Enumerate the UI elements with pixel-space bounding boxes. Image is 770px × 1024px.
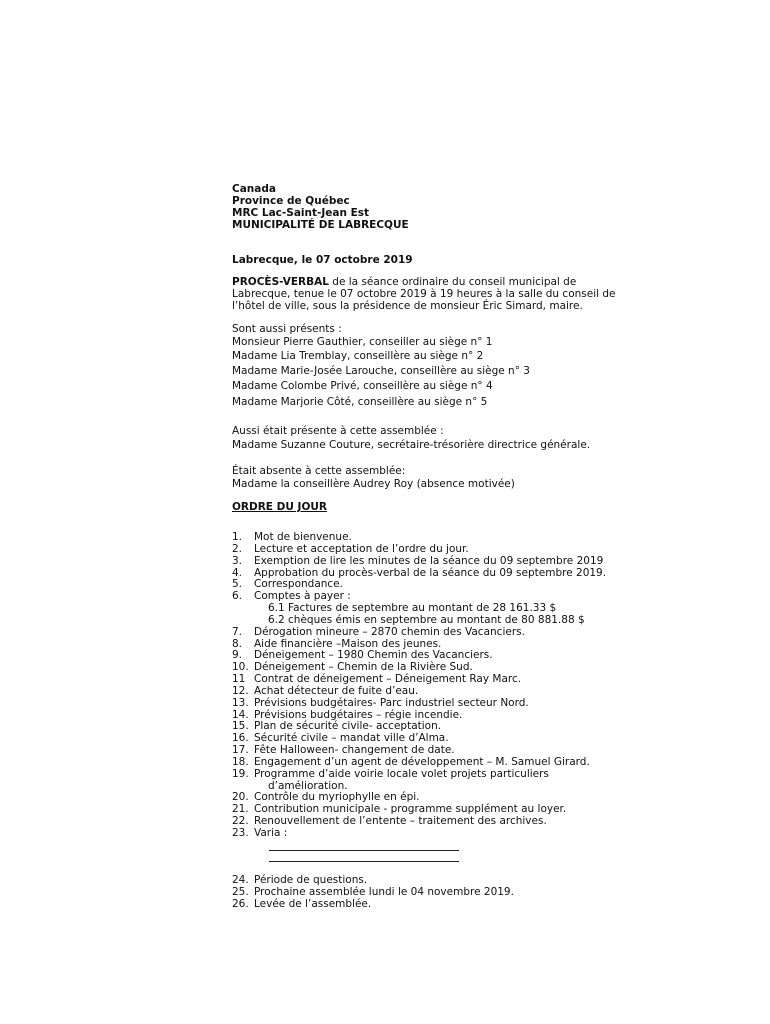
absent-title: Était absente à cette assemblée:: [232, 465, 406, 477]
agenda-number: 6.: [232, 590, 243, 602]
pv-rest: de la séance ordinaire du conseil municipal de: [328, 276, 577, 288]
pv-line-2: Labrecque, tenue le 07 octobre 2019 à 19 heures à la salle du conseil de: [232, 288, 616, 300]
date-line: Labrecque, le 07 octobre 2019: [232, 254, 413, 266]
header-municipality: MUNICIPALITÉ DE LABRECQUE: [232, 219, 409, 231]
agenda-number: 20.: [232, 791, 249, 803]
present-member: Monsieur Pierre Gauthier, conseiller au siège n° 1: [232, 336, 493, 348]
agenda-title: ORDRE DU JOUR: [232, 501, 327, 513]
agenda-number: 4.: [232, 567, 243, 579]
agenda-item: Prévisions budgétaires- Parc industriel secteur Nord.: [254, 697, 529, 709]
agenda-item: Renouvellement de l’entente – traitement des archives.: [254, 815, 547, 827]
agenda-item: Achat détecteur de fuite d’eau.: [254, 685, 419, 697]
agenda-item: Exemption de lire les minutes de la séance du 09 septembre 2019: [254, 555, 604, 567]
header-country: Canada: [232, 183, 276, 195]
agenda-item: Période de questions.: [254, 874, 368, 886]
agenda-item: Programme d’aide voirie locale volet projets particuliers: [254, 768, 549, 780]
agenda-item: Aide financière –Maison des jeunes.: [254, 638, 442, 650]
agenda-number: 26.: [232, 898, 249, 910]
agenda-number: 5.: [232, 578, 243, 590]
agenda-item: Prévisions budgétaires – régie incendie.: [254, 709, 463, 721]
agenda-number: 25.: [232, 886, 249, 898]
agenda-item: Varia :: [254, 827, 288, 839]
agenda-item: Contrat de déneigement – Déneigement Ray Marc.: [254, 673, 522, 685]
also-person: Madame Suzanne Couture, secrétaire-trésorière directrice générale.: [232, 439, 591, 451]
agenda-item: Contribution municipale - programme supplément au loyer.: [254, 803, 567, 815]
agenda-number: 22.: [232, 815, 249, 827]
agenda-number: 1.: [232, 531, 243, 543]
absent-person: Madame la conseillère Audrey Roy (absence motivée): [232, 478, 515, 490]
agenda-item: Engagement d’un agent de développement – M. Samuel Girard.: [254, 756, 590, 768]
agenda-number: 14.: [232, 709, 249, 721]
agenda-number: 3.: [232, 555, 243, 567]
present-member: Madame Marie-Josée Larouche, conseillère au siège n° 3: [232, 365, 530, 377]
present-member: Madame Colombe Privé, conseillère au siège n° 4: [232, 380, 493, 392]
present-member: Madame Lia Tremblay, conseillère au siège n° 2: [232, 350, 484, 362]
agenda-item: Lecture et acceptation de l’ordre du jour.: [254, 543, 469, 555]
agenda-number: 16.: [232, 732, 249, 744]
agenda-number: 13.: [232, 697, 249, 709]
agenda-number: 12.: [232, 685, 249, 697]
header-province: Province de Québec: [232, 195, 350, 207]
agenda-item: Levée de l’assemblée.: [254, 898, 372, 910]
agenda-subitem: 6.1 Factures de septembre au montant de 28 161.33 $: [268, 602, 557, 614]
also-title: Aussi était présente à cette assemblée :: [232, 425, 444, 437]
agenda-subitem: 6.2 chèques émis en septembre au montant de 80 881.88 $: [268, 614, 585, 626]
agenda-number: 15.: [232, 720, 249, 732]
agenda-item: Approbation du procès-verbal de la séance du 09 septembre 2019.: [254, 567, 607, 579]
varia-blank-line: [269, 850, 459, 851]
agenda-item: Mot de bienvenue.: [254, 531, 352, 543]
agenda-item: Sécurité civile – mandat ville d’Alma.: [254, 732, 449, 744]
agenda-number: 8.: [232, 638, 243, 650]
agenda-number: 19.: [232, 768, 249, 780]
varia-blank-line: [269, 861, 459, 862]
agenda-item: Contrôle du myriophylle en épi.: [254, 791, 420, 803]
agenda-item: Déneigement – 1980 Chemin des Vacanciers.: [254, 649, 493, 661]
agenda-item: Plan de sécurité civile- acceptation.: [254, 720, 442, 732]
agenda-number: 7.: [232, 626, 243, 638]
agenda-item: Prochaine assemblée lundi le 04 novembre 2019.: [254, 886, 514, 898]
pv-bold: PROCÈS-VERBAL: [232, 276, 329, 288]
agenda-number: 10.: [232, 661, 249, 673]
agenda-item: Dérogation mineure – 2870 chemin des Vacanciers.: [254, 626, 525, 638]
agenda-item: Correspondance.: [254, 578, 343, 590]
agenda-item-continuation: d’amélioration.: [268, 780, 348, 792]
agenda-number: 9.: [232, 649, 243, 661]
agenda-number: 24.: [232, 874, 249, 886]
agenda-number: 18.: [232, 756, 249, 768]
agenda-number: 2.: [232, 543, 243, 555]
header-mrc: MRC Lac-Saint-Jean Est: [232, 207, 370, 219]
agenda-number: 21.: [232, 803, 249, 815]
agenda-item: Comptes à payer :: [254, 590, 351, 602]
agenda-item: Fête Halloween- changement de date.: [254, 744, 455, 756]
present-title: Sont aussi présents :: [232, 323, 342, 335]
pv-line-1: [232, 276, 576, 288]
pv-line-3: l’hôtel de ville, sous la présidence de monsieur Éric Simard, maire.: [232, 300, 583, 312]
agenda-number: 23.: [232, 827, 249, 839]
present-member: Madame Marjorie Côté, conseillère au siège n° 5: [232, 396, 488, 408]
agenda-item: Déneigement – Chemin de la Rivière Sud.: [254, 661, 473, 673]
agenda-number: 17.: [232, 744, 249, 756]
agenda-number: 11: [232, 673, 246, 685]
